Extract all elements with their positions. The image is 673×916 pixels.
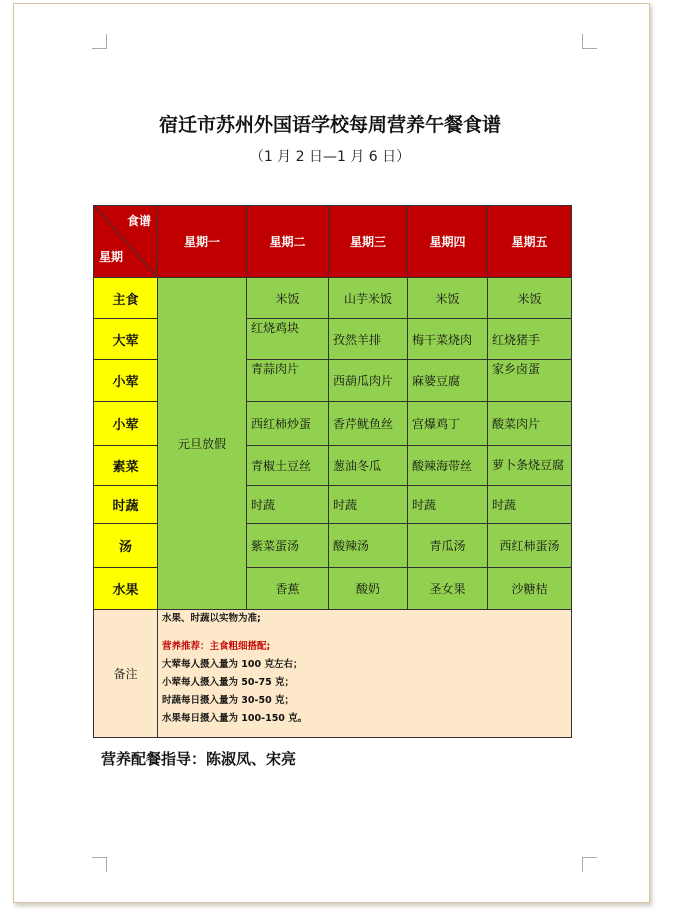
menu-item: 西红柿蛋汤	[488, 524, 572, 568]
menu-item: 西红柿炒蛋	[247, 402, 329, 446]
monday-holiday-cell: 元旦放假	[158, 278, 247, 610]
menu-item: 红烧鸡块	[247, 319, 329, 360]
note-line-highlight: 营养推荐：主食粗细搭配;	[162, 641, 271, 652]
row-label: 小荤	[94, 360, 158, 402]
menu-item: 时蔬	[329, 486, 408, 524]
row-label: 大荤	[94, 319, 158, 360]
corner-label-menu: 食谱	[126, 214, 151, 228]
menu-item: 萝卜条烧豆腐	[488, 446, 572, 486]
menu-item: 香蕉	[247, 568, 329, 610]
corner-label-weekday: 星期	[99, 250, 124, 264]
margin-mark-bottom-left	[92, 857, 107, 872]
menu-item: 酸奶	[329, 568, 408, 610]
day-header-thu: 星期四	[408, 206, 488, 278]
row-label: 主食	[94, 278, 158, 319]
menu-item: 青瓜汤	[408, 524, 488, 568]
menu-item: 酸菜肉片	[488, 402, 572, 446]
menu-item: 香芹鱿鱼丝	[329, 402, 408, 446]
notes-label: 备注	[94, 610, 158, 738]
menu-item: 梅干菜烧肉	[408, 319, 488, 360]
day-header-tue: 星期二	[247, 206, 329, 278]
day-header-fri: 星期五	[488, 206, 572, 278]
menu-item: 时蔬	[247, 486, 329, 524]
margin-mark-top-left	[92, 34, 107, 49]
menu-item: 青蒜肉片	[247, 360, 329, 402]
menu-item: 沙糖桔	[488, 568, 572, 610]
day-header-mon: 星期一	[158, 206, 247, 278]
note-line: 小荤每人摄入量为 50-75 克；	[162, 677, 294, 688]
row-label: 时蔬	[94, 486, 158, 524]
row-label: 水果	[94, 568, 158, 610]
menu-item: 家乡卤蛋	[488, 360, 572, 402]
notes-content	[158, 610, 572, 738]
note-line: 时蔬每日摄入量为 30-50 克；	[162, 695, 294, 706]
note-line: 水果、时蔬以实物为准;	[162, 613, 261, 624]
lunch-menu-table	[93, 205, 572, 738]
menu-item: 酸辣汤	[329, 524, 408, 568]
menu-item: 圣女果	[408, 568, 488, 610]
note-line: 水果每日摄入量为 100-150 克。	[162, 713, 308, 724]
margin-mark-bottom-right	[582, 857, 597, 872]
corner-header-cell	[94, 206, 158, 278]
day-header-wed: 星期三	[329, 206, 408, 278]
notes-row	[94, 610, 572, 738]
table-row	[94, 278, 572, 319]
menu-item: 西葫瓜肉片	[329, 360, 408, 402]
nutrition-guidance-credit: 营养配餐指导：陈淑凤、宋亮	[101, 750, 297, 768]
menu-item: 时蔬	[408, 486, 488, 524]
row-label: 小荤	[94, 402, 158, 446]
menu-item: 青椒土豆丝	[247, 446, 329, 486]
menu-item: 酸辣海带丝	[408, 446, 488, 486]
menu-item: 紫菜蛋汤	[247, 524, 329, 568]
row-label: 素菜	[94, 446, 158, 486]
header-row	[94, 206, 572, 278]
menu-item: 孜然羊排	[329, 319, 408, 360]
menu-item: 米饭	[408, 278, 488, 319]
menu-item: 宫爆鸡丁	[408, 402, 488, 446]
menu-item: 山芋米饭	[329, 278, 408, 319]
note-line: 大荤每人摄入量为 100 克左右；	[162, 659, 303, 670]
menu-item: 红烧猪手	[488, 319, 572, 360]
menu-item: 麻婆豆腐	[408, 360, 488, 402]
menu-item: 米饭	[247, 278, 329, 319]
menu-item: 米饭	[488, 278, 572, 319]
row-label: 汤	[94, 524, 158, 568]
margin-mark-top-right	[582, 34, 597, 49]
date-range: （1 月 2 日—1 月 6 日）	[249, 149, 411, 165]
menu-item: 葱油冬瓜	[329, 446, 408, 486]
menu-item: 时蔬	[488, 486, 572, 524]
document-title: 宿迁市苏州外国语学校每周营养午餐食谱	[158, 114, 501, 136]
